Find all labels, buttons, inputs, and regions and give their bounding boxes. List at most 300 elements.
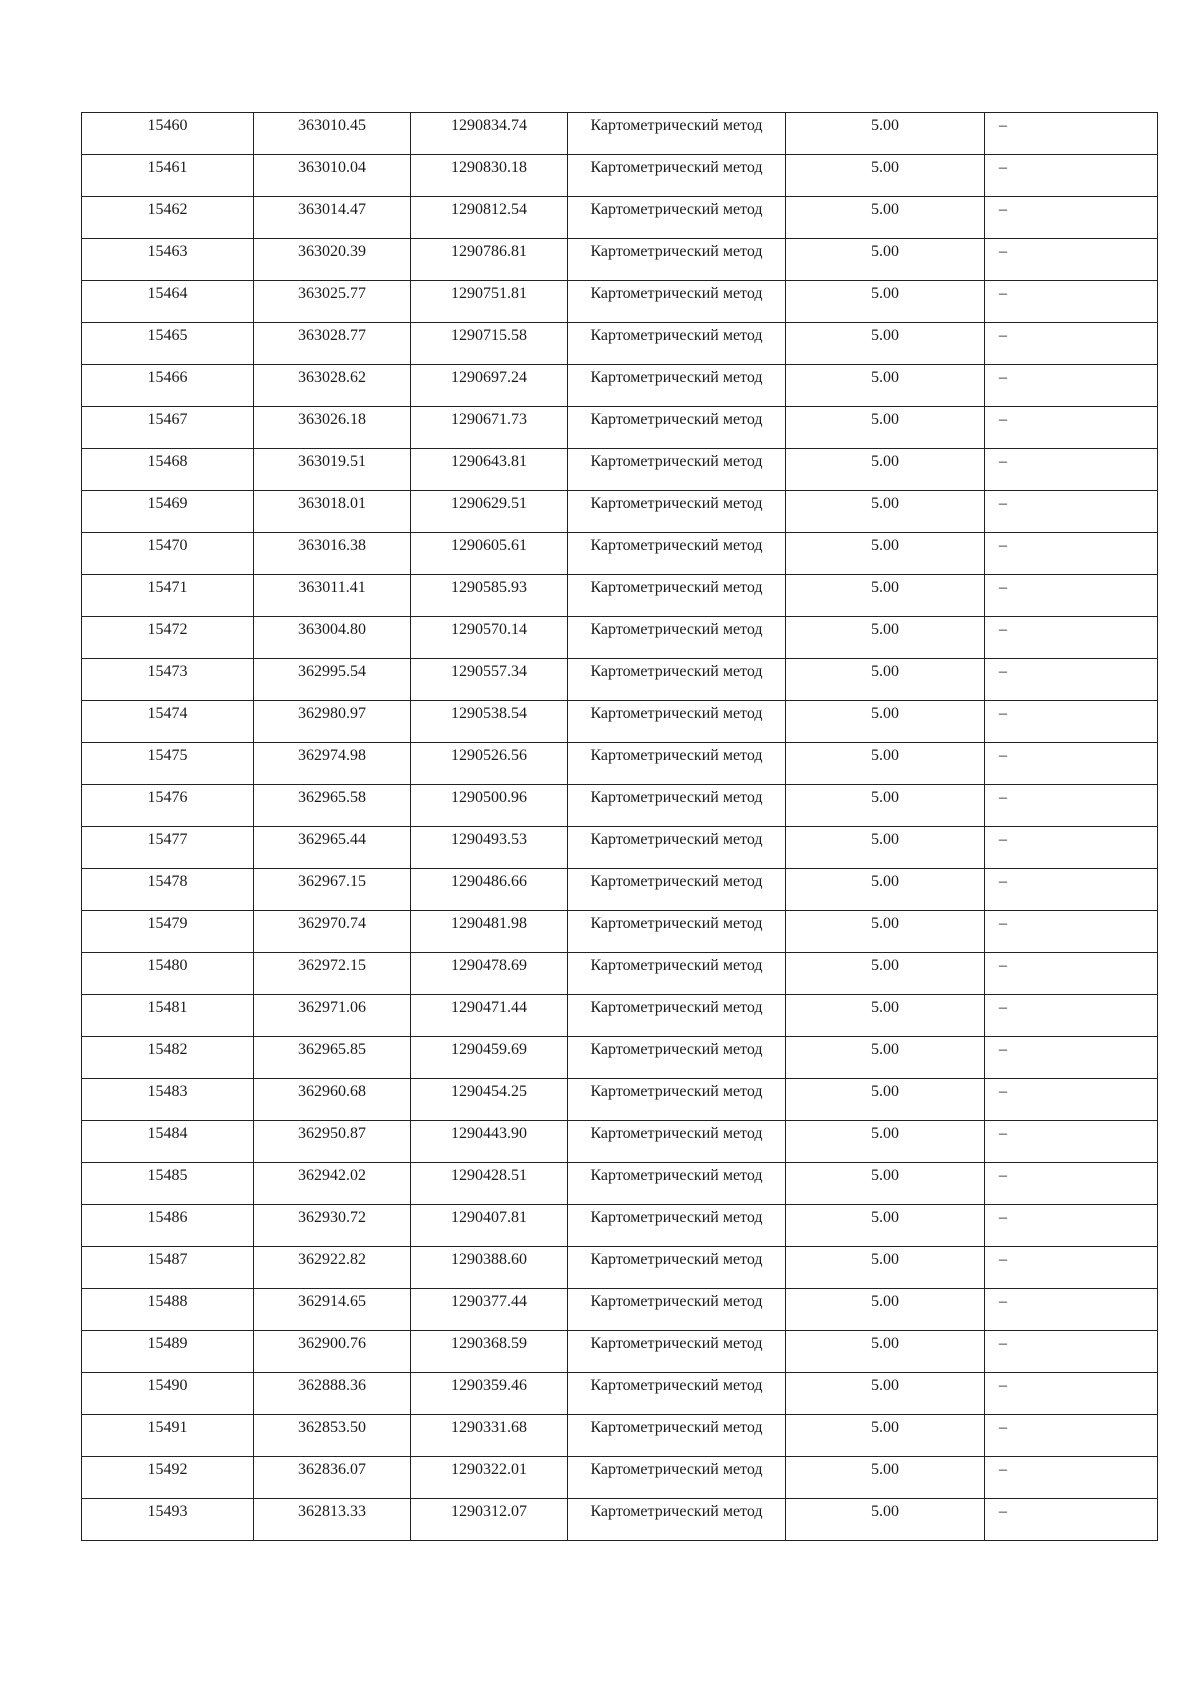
method-cell <box>568 617 786 659</box>
accuracy-value: 5.00 <box>871 873 899 890</box>
point-number-value: 15466 <box>147 369 188 386</box>
method-cell <box>568 743 786 785</box>
y-coordinate-cell <box>411 491 568 533</box>
method-value: Картометрический метод <box>590 495 763 512</box>
y-coordinate-value: 1290454.25 <box>451 1083 527 1100</box>
y-coordinate-value: 1290428.51 <box>451 1167 527 1184</box>
point-number-cell <box>82 1331 254 1373</box>
x-coordinate-cell <box>254 785 411 827</box>
x-coordinate-cell <box>254 113 411 155</box>
description-value: – <box>999 1167 1007 1184</box>
description-value: – <box>999 1209 1007 1226</box>
x-coordinate-cell <box>254 491 411 533</box>
accuracy-value: 5.00 <box>871 957 899 974</box>
table-row <box>82 1415 1158 1457</box>
description-cell <box>985 197 1158 239</box>
x-coordinate-value: 362965.58 <box>298 789 366 806</box>
accuracy-value: 5.00 <box>871 621 899 638</box>
table-row <box>82 995 1158 1037</box>
accuracy-cell <box>786 197 985 239</box>
description-value: – <box>999 159 1007 176</box>
description-value: – <box>999 705 1007 722</box>
method-cell <box>568 1457 786 1499</box>
description-cell <box>985 533 1158 575</box>
description-value: – <box>999 579 1007 596</box>
accuracy-value: 5.00 <box>871 495 899 512</box>
accuracy-value: 5.00 <box>871 831 899 848</box>
point-number-cell <box>82 827 254 869</box>
table-row <box>82 743 1158 785</box>
method-cell <box>568 533 786 575</box>
method-cell <box>568 1247 786 1289</box>
point-number-value: 15492 <box>147 1461 188 1478</box>
description-cell <box>985 323 1158 365</box>
y-coordinate-cell <box>411 239 568 281</box>
description-value: – <box>999 495 1007 512</box>
y-coordinate-cell <box>411 1079 568 1121</box>
table-row <box>82 533 1158 575</box>
point-number-cell <box>82 491 254 533</box>
point-number-value: 15493 <box>147 1503 188 1520</box>
method-cell <box>568 995 786 1037</box>
method-value: Картометрический метод <box>590 1041 763 1058</box>
x-coordinate-cell <box>254 1121 411 1163</box>
y-coordinate-cell <box>411 659 568 701</box>
y-coordinate-cell <box>411 365 568 407</box>
x-coordinate-value: 363010.04 <box>298 159 366 176</box>
y-coordinate-cell <box>411 281 568 323</box>
x-coordinate-value: 363020.39 <box>298 243 366 260</box>
table-row <box>82 239 1158 281</box>
description-value: – <box>999 747 1007 764</box>
table-row <box>82 281 1158 323</box>
accuracy-cell <box>786 407 985 449</box>
accuracy-cell <box>786 1247 985 1289</box>
point-number-cell <box>82 407 254 449</box>
y-coordinate-value: 1290834.74 <box>451 117 527 134</box>
accuracy-cell <box>786 491 985 533</box>
y-coordinate-cell <box>411 869 568 911</box>
table-row <box>82 953 1158 995</box>
y-coordinate-value: 1290812.54 <box>451 201 527 218</box>
point-number-value: 15477 <box>147 831 188 848</box>
method-value: Картометрический метод <box>590 1251 763 1268</box>
table-row <box>82 491 1158 533</box>
table-row <box>82 365 1158 407</box>
coordinates-table <box>81 112 1158 1541</box>
accuracy-value: 5.00 <box>871 789 899 806</box>
description-value: – <box>999 411 1007 428</box>
table-row <box>82 1247 1158 1289</box>
y-coordinate-cell <box>411 575 568 617</box>
accuracy-value: 5.00 <box>871 1293 899 1310</box>
accuracy-value: 5.00 <box>871 1125 899 1142</box>
description-cell <box>985 743 1158 785</box>
description-value: – <box>999 957 1007 974</box>
x-coordinate-value: 362900.76 <box>298 1335 366 1352</box>
method-cell <box>568 575 786 617</box>
y-coordinate-value: 1290697.24 <box>451 369 527 386</box>
description-cell <box>985 617 1158 659</box>
x-coordinate-cell <box>254 575 411 617</box>
x-coordinate-cell <box>254 449 411 491</box>
accuracy-cell <box>786 155 985 197</box>
y-coordinate-cell <box>411 155 568 197</box>
accuracy-value: 5.00 <box>871 1503 899 1520</box>
description-cell <box>985 1247 1158 1289</box>
x-coordinate-value: 363004.80 <box>298 621 366 638</box>
x-coordinate-value: 362942.02 <box>298 1167 366 1184</box>
y-coordinate-cell <box>411 1499 568 1541</box>
accuracy-value: 5.00 <box>871 663 899 680</box>
x-coordinate-cell <box>254 995 411 1037</box>
x-coordinate-cell <box>254 1205 411 1247</box>
method-value: Картометрический метод <box>590 537 763 554</box>
method-value: Картометрический метод <box>590 117 763 134</box>
point-number-value: 15490 <box>147 1377 188 1394</box>
method-value: Картометрический метод <box>590 663 763 680</box>
table-row <box>82 407 1158 449</box>
point-number-value: 15463 <box>147 243 188 260</box>
point-number-cell <box>82 743 254 785</box>
x-coordinate-cell <box>254 533 411 575</box>
x-coordinate-cell <box>254 1079 411 1121</box>
accuracy-value: 5.00 <box>871 1461 899 1478</box>
point-number-value: 15472 <box>147 621 188 638</box>
accuracy-cell <box>786 1205 985 1247</box>
method-cell <box>568 1373 786 1415</box>
method-cell <box>568 701 786 743</box>
method-value: Картометрический метод <box>590 453 763 470</box>
point-number-cell <box>82 1457 254 1499</box>
description-cell <box>985 995 1158 1037</box>
accuracy-value: 5.00 <box>871 411 899 428</box>
description-value: – <box>999 1083 1007 1100</box>
description-cell <box>985 1415 1158 1457</box>
description-value: – <box>999 201 1007 218</box>
method-cell <box>568 659 786 701</box>
description-value: – <box>999 1251 1007 1268</box>
y-coordinate-cell <box>411 911 568 953</box>
y-coordinate-value: 1290322.01 <box>451 1461 527 1478</box>
point-number-cell <box>82 701 254 743</box>
y-coordinate-value: 1290786.81 <box>451 243 527 260</box>
method-value: Картометрический метод <box>590 1293 763 1310</box>
description-value: – <box>999 1503 1007 1520</box>
accuracy-cell <box>786 575 985 617</box>
accuracy-cell <box>786 323 985 365</box>
y-coordinate-cell <box>411 953 568 995</box>
accuracy-cell <box>786 239 985 281</box>
point-number-value: 15489 <box>147 1335 188 1352</box>
method-value: Картометрический метод <box>590 411 763 428</box>
point-number-value: 15470 <box>147 537 188 554</box>
x-coordinate-value: 362836.07 <box>298 1461 366 1478</box>
accuracy-value: 5.00 <box>871 201 899 218</box>
point-number-value: 15479 <box>147 915 188 932</box>
description-value: – <box>999 831 1007 848</box>
x-coordinate-value: 362950.87 <box>298 1125 366 1142</box>
table-row <box>82 1121 1158 1163</box>
description-value: – <box>999 873 1007 890</box>
accuracy-value: 5.00 <box>871 747 899 764</box>
y-coordinate-cell <box>411 1205 568 1247</box>
x-coordinate-cell <box>254 1373 411 1415</box>
method-value: Картометрический метод <box>590 831 763 848</box>
method-value: Картометрический метод <box>590 1083 763 1100</box>
point-number-cell <box>82 995 254 1037</box>
x-coordinate-value: 362914.65 <box>298 1293 366 1310</box>
method-value: Картометрический метод <box>590 747 763 764</box>
accuracy-value: 5.00 <box>871 285 899 302</box>
description-value: – <box>999 285 1007 302</box>
method-cell <box>568 1079 786 1121</box>
table-row <box>82 1163 1158 1205</box>
x-coordinate-value: 363028.77 <box>298 327 366 344</box>
table-row <box>82 323 1158 365</box>
point-number-value: 15467 <box>147 411 188 428</box>
description-cell <box>985 1205 1158 1247</box>
x-coordinate-value: 362970.74 <box>298 915 366 932</box>
table-row <box>82 575 1158 617</box>
y-coordinate-cell <box>411 827 568 869</box>
table-row <box>82 911 1158 953</box>
y-coordinate-value: 1290605.61 <box>451 537 527 554</box>
method-cell <box>568 491 786 533</box>
accuracy-value: 5.00 <box>871 243 899 260</box>
point-number-cell <box>82 1163 254 1205</box>
method-cell <box>568 1499 786 1541</box>
accuracy-cell <box>786 365 985 407</box>
x-coordinate-value: 362965.44 <box>298 831 366 848</box>
method-cell <box>568 365 786 407</box>
method-cell <box>568 155 786 197</box>
x-coordinate-cell <box>254 1331 411 1373</box>
description-cell <box>985 575 1158 617</box>
point-number-cell <box>82 197 254 239</box>
y-coordinate-value: 1290459.69 <box>451 1041 527 1058</box>
accuracy-cell <box>786 701 985 743</box>
accuracy-value: 5.00 <box>871 1083 899 1100</box>
point-number-value: 15460 <box>147 117 188 134</box>
x-coordinate-value: 362974.98 <box>298 747 366 764</box>
point-number-value: 15471 <box>147 579 188 596</box>
y-coordinate-cell <box>411 533 568 575</box>
description-value: – <box>999 999 1007 1016</box>
y-coordinate-cell <box>411 1121 568 1163</box>
x-coordinate-value: 362972.15 <box>298 957 366 974</box>
accuracy-value: 5.00 <box>871 117 899 134</box>
method-value: Картометрический метод <box>590 1377 763 1394</box>
description-value: – <box>999 1335 1007 1352</box>
description-cell <box>985 827 1158 869</box>
method-value: Картометрический метод <box>590 159 763 176</box>
x-coordinate-cell <box>254 323 411 365</box>
x-coordinate-cell <box>254 365 411 407</box>
x-coordinate-value: 362930.72 <box>298 1209 366 1226</box>
method-cell <box>568 407 786 449</box>
description-value: – <box>999 915 1007 932</box>
y-coordinate-value: 1290486.66 <box>451 873 527 890</box>
x-coordinate-value: 363011.41 <box>298 579 366 596</box>
method-value: Картометрический метод <box>590 285 763 302</box>
y-coordinate-cell <box>411 995 568 1037</box>
point-number-cell <box>82 1373 254 1415</box>
method-value: Картометрический метод <box>590 1335 763 1352</box>
accuracy-cell <box>786 533 985 575</box>
description-cell <box>985 449 1158 491</box>
y-coordinate-value: 1290526.56 <box>451 747 527 764</box>
point-number-value: 15483 <box>147 1083 188 1100</box>
description-value: – <box>999 1041 1007 1058</box>
description-value: – <box>999 621 1007 638</box>
y-coordinate-value: 1290629.51 <box>451 495 527 512</box>
point-number-cell <box>82 1079 254 1121</box>
x-coordinate-value: 362922.82 <box>298 1251 366 1268</box>
method-cell <box>568 239 786 281</box>
accuracy-value: 5.00 <box>871 537 899 554</box>
method-value: Картометрический метод <box>590 369 763 386</box>
y-coordinate-value: 1290407.81 <box>451 1209 527 1226</box>
point-number-value: 15484 <box>147 1125 188 1142</box>
point-number-value: 15486 <box>147 1209 188 1226</box>
accuracy-cell <box>786 1457 985 1499</box>
point-number-cell <box>82 533 254 575</box>
point-number-cell <box>82 659 254 701</box>
point-number-value: 15473 <box>147 663 188 680</box>
accuracy-cell <box>786 1415 985 1457</box>
description-value: – <box>999 537 1007 554</box>
y-coordinate-value: 1290557.34 <box>451 663 527 680</box>
x-coordinate-value: 362965.85 <box>298 1041 366 1058</box>
method-cell <box>568 323 786 365</box>
accuracy-cell <box>786 1121 985 1163</box>
accuracy-value: 5.00 <box>871 915 899 932</box>
x-coordinate-cell <box>254 911 411 953</box>
method-cell <box>568 1163 786 1205</box>
point-number-cell <box>82 1037 254 1079</box>
point-number-cell <box>82 449 254 491</box>
method-cell <box>568 1289 786 1331</box>
accuracy-value: 5.00 <box>871 453 899 470</box>
description-cell <box>985 491 1158 533</box>
accuracy-value: 5.00 <box>871 1419 899 1436</box>
accuracy-value: 5.00 <box>871 159 899 176</box>
method-value: Картометрический метод <box>590 1125 763 1142</box>
y-coordinate-value: 1290751.81 <box>451 285 527 302</box>
method-cell <box>568 197 786 239</box>
x-coordinate-value: 363018.01 <box>298 495 366 512</box>
description-value: – <box>999 663 1007 680</box>
y-coordinate-cell <box>411 1331 568 1373</box>
accuracy-cell <box>786 1289 985 1331</box>
y-coordinate-cell <box>411 1247 568 1289</box>
table-row <box>82 155 1158 197</box>
method-cell <box>568 827 786 869</box>
y-coordinate-value: 1290671.73 <box>451 411 527 428</box>
method-value: Картометрический метод <box>590 201 763 218</box>
y-coordinate-value: 1290443.90 <box>451 1125 527 1142</box>
point-number-value: 15476 <box>147 789 188 806</box>
x-coordinate-value: 363025.77 <box>298 285 366 302</box>
method-value: Картометрический метод <box>590 579 763 596</box>
method-value: Картометрический метод <box>590 705 763 722</box>
y-coordinate-value: 1290478.69 <box>451 957 527 974</box>
description-cell <box>985 281 1158 323</box>
point-number-cell <box>82 1499 254 1541</box>
accuracy-value: 5.00 <box>871 999 899 1016</box>
y-coordinate-cell <box>411 1289 568 1331</box>
y-coordinate-value: 1290331.68 <box>451 1419 527 1436</box>
description-cell <box>985 1079 1158 1121</box>
point-number-cell <box>82 1247 254 1289</box>
method-value: Картометрический метод <box>590 1167 763 1184</box>
x-coordinate-value: 363028.62 <box>298 369 366 386</box>
description-cell <box>985 953 1158 995</box>
accuracy-cell <box>786 743 985 785</box>
accuracy-cell <box>786 1373 985 1415</box>
point-number-cell <box>82 1205 254 1247</box>
method-cell <box>568 911 786 953</box>
description-value: – <box>999 1293 1007 1310</box>
table-row <box>82 1289 1158 1331</box>
x-coordinate-cell <box>254 155 411 197</box>
y-coordinate-cell <box>411 197 568 239</box>
description-value: – <box>999 789 1007 806</box>
point-number-value: 15475 <box>147 747 188 764</box>
table-row <box>82 1205 1158 1247</box>
description-value: – <box>999 453 1007 470</box>
y-coordinate-cell <box>411 323 568 365</box>
x-coordinate-value: 362971.06 <box>298 999 366 1016</box>
point-number-value: 15480 <box>147 957 188 974</box>
accuracy-value: 5.00 <box>871 1251 899 1268</box>
accuracy-cell <box>786 911 985 953</box>
x-coordinate-value: 362995.54 <box>298 663 366 680</box>
x-coordinate-cell <box>254 1457 411 1499</box>
method-value: Картометрический метод <box>590 1419 763 1436</box>
point-number-value: 15469 <box>147 495 188 512</box>
accuracy-value: 5.00 <box>871 1041 899 1058</box>
table-row <box>82 827 1158 869</box>
description-cell <box>985 155 1158 197</box>
point-number-cell <box>82 1289 254 1331</box>
table-row <box>82 1457 1158 1499</box>
method-cell <box>568 1121 786 1163</box>
description-value: – <box>999 1461 1007 1478</box>
table-row <box>82 869 1158 911</box>
y-coordinate-cell <box>411 1373 568 1415</box>
table-row <box>82 1499 1158 1541</box>
y-coordinate-value: 1290481.98 <box>451 915 527 932</box>
accuracy-cell <box>786 1163 985 1205</box>
x-coordinate-value: 363019.51 <box>298 453 366 470</box>
accuracy-cell <box>786 869 985 911</box>
description-cell <box>985 869 1158 911</box>
accuracy-cell <box>786 659 985 701</box>
accuracy-cell <box>786 785 985 827</box>
x-coordinate-cell <box>254 743 411 785</box>
description-cell <box>985 911 1158 953</box>
point-number-value: 15468 <box>147 453 188 470</box>
accuracy-cell <box>786 1499 985 1541</box>
method-value: Картометрический метод <box>590 957 763 974</box>
point-number-cell <box>82 953 254 995</box>
point-number-value: 15485 <box>147 1167 188 1184</box>
x-coordinate-value: 363010.45 <box>298 117 366 134</box>
x-coordinate-cell <box>254 953 411 995</box>
y-coordinate-value: 1290359.46 <box>451 1377 527 1394</box>
